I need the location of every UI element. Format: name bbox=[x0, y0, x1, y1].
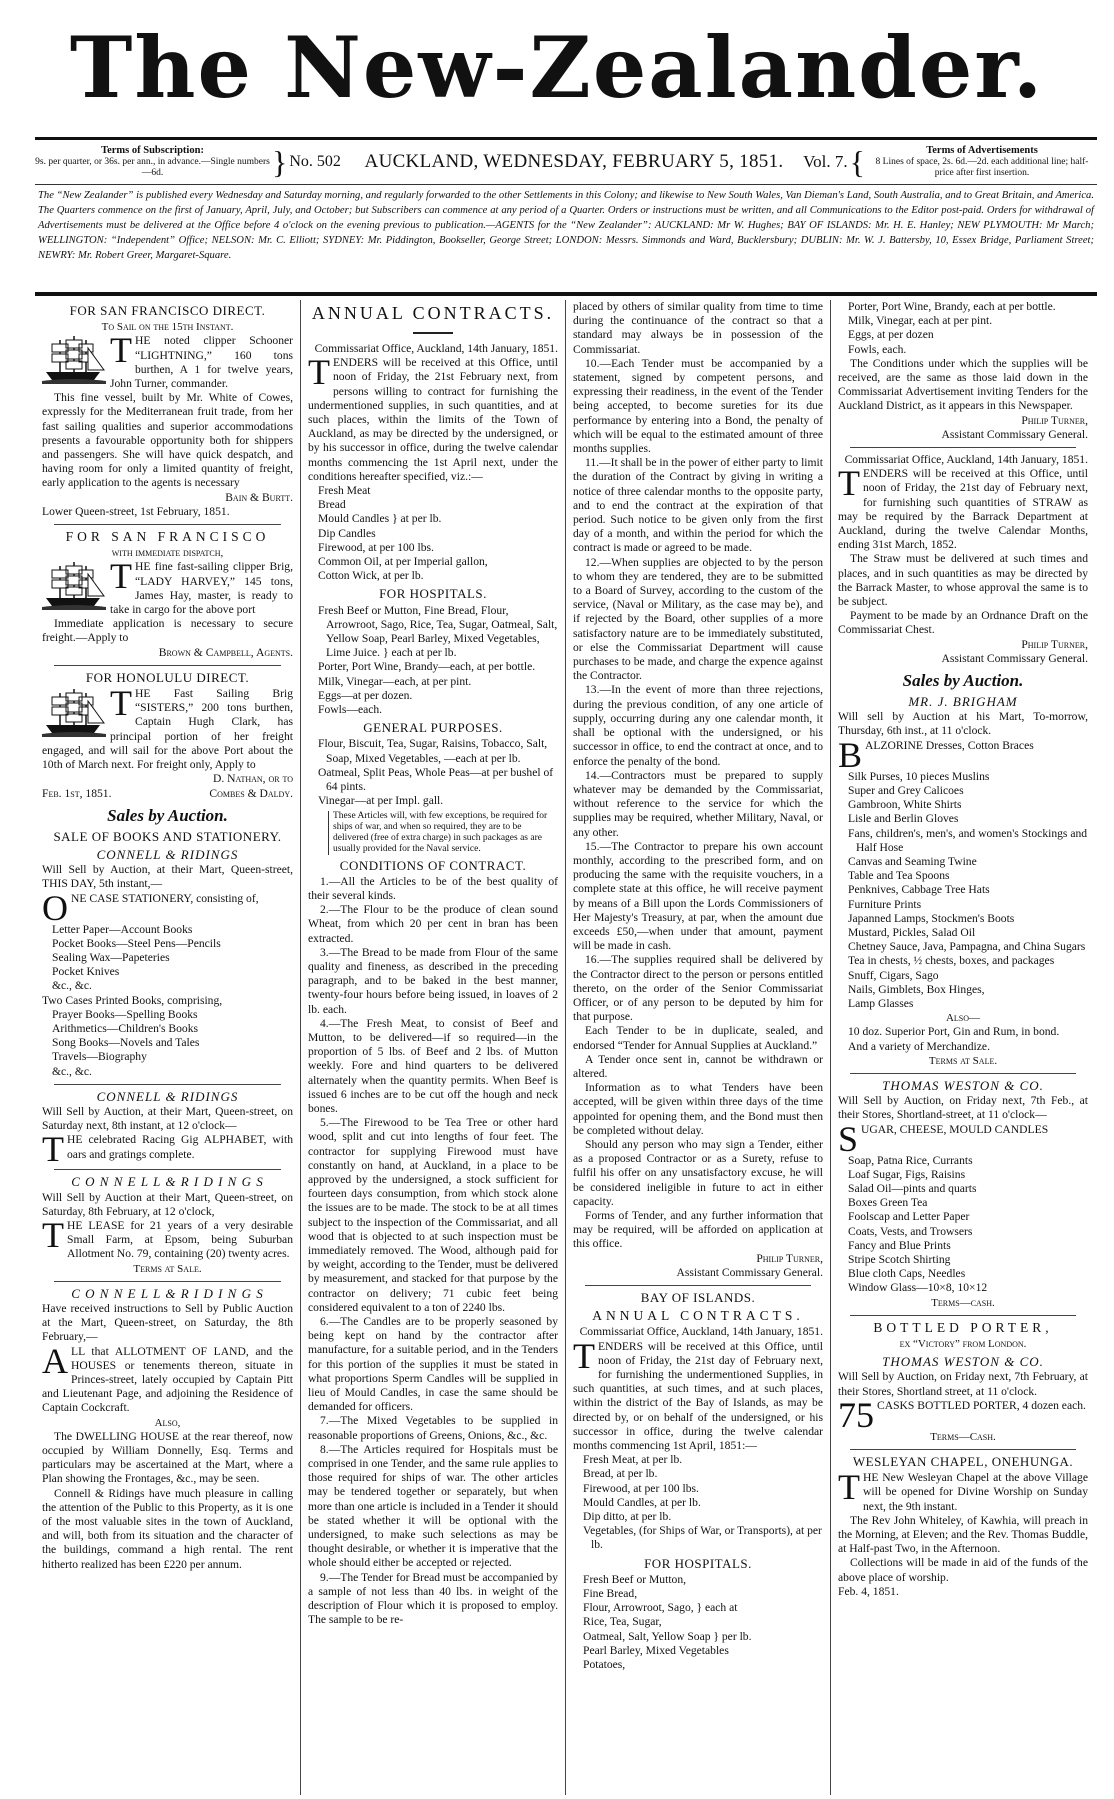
list-item: Cotton Wick, at per lb. bbox=[318, 569, 424, 583]
list-item: Flour, Biscuit, Tea, Sugar, Raisins, Tobacco, Salt, Soap, Mixed Vegetables, —each at per lb. bbox=[318, 737, 548, 765]
list-item: Vinegar—at per Impl. gall. bbox=[318, 794, 444, 808]
list-item: Salad Oil—pints and quarts bbox=[848, 1181, 977, 1195]
item-list bbox=[838, 1154, 1088, 1296]
drop-cap: T bbox=[308, 352, 330, 393]
paragraph: 11.—It shall be in the power of either party to limit the duration of the Contract by giving in writing a notice of three calendar months to the opposite party, and to end the contract at the expiration of that period. Such notice to be given only from the first day of a month, and within the period for which the contract is made or agreed to be made. bbox=[573, 456, 823, 555]
subheading: Terms—cash. bbox=[931, 1296, 995, 1309]
brace: } bbox=[272, 144, 288, 180]
section-heading: BAY OF ISLANDS. bbox=[640, 1290, 756, 1306]
list-item: Super and Grey Calicoes bbox=[848, 783, 964, 797]
shipping-advertisement bbox=[42, 683, 293, 772]
signature: Bain & Burtt. bbox=[225, 490, 293, 504]
paragraph: Will Sell by Auction, at their Mart, Queen-street, on Saturday next, 8th instant, at 12 o'clock— bbox=[42, 1104, 293, 1133]
paragraph: Two Cases Printed Books, comprising, bbox=[42, 993, 223, 1007]
paragraph-text: HE fine fast-sailing clipper Brig, “LADY HARVEY,” 145 tons, James Hay, master, is ready to take in cargo for the above port bbox=[110, 560, 293, 617]
subheading: To Sail on the 15th Instant. bbox=[101, 321, 234, 334]
date-text: Feb. 1st, 1851. bbox=[42, 786, 112, 800]
issue-info-bar bbox=[35, 142, 1097, 182]
list-item: Mustard, Pickles, Salad Oil bbox=[848, 925, 976, 939]
drop-cap-paragraph bbox=[838, 1118, 1088, 1159]
list-item: Fowls, each. bbox=[848, 342, 907, 356]
ship-woodcut-icon bbox=[42, 334, 106, 384]
list-item: Prayer Books—Spelling Books bbox=[52, 1007, 198, 1021]
section-heading: FOR HONOLULU DIRECT. bbox=[85, 669, 250, 685]
subheading: Also, bbox=[154, 1416, 181, 1429]
item-list bbox=[838, 1025, 1088, 1053]
item-list bbox=[308, 737, 558, 808]
subheading: Also— bbox=[945, 1012, 981, 1025]
subscription-text: 9s. per quarter, or 36s. per ann., in advance.—Single numbers—6d. bbox=[35, 157, 270, 179]
list-item: Fancy and Blue Prints bbox=[848, 1238, 951, 1252]
section-banner: Sales by Auction. bbox=[902, 671, 1024, 691]
dateline-text: Commissariat Office, Auckland, 14th January, 1851. bbox=[844, 453, 1088, 467]
dateline-text: Commissariat Office, Auckland, 14th January, 1851. bbox=[579, 1325, 823, 1339]
paragraph: The Conditions under which the supplies will be received, are the same as those laid down in the Commissariat Advertisement inviting Tenders for the Auckland District, as it appears in this Newspaper. bbox=[838, 356, 1088, 413]
divider bbox=[54, 1084, 281, 1085]
signature: D. Nathan, or to bbox=[213, 772, 293, 786]
paragraph: Will sell by Auction at his Mart, To-morrow, Thursday, 6th inst., at 11 o'clock. bbox=[838, 710, 1088, 738]
list-item: Flour, Arrowroot, Sago, } each at bbox=[583, 1601, 738, 1615]
paragraph: The DWELLING HOUSE at the rear thereof, now occupied by William Donnelly, Esq. Terms and particulars may be ascertained at the Mart, where a Plan showing the Frontages, &c., may be seen. bbox=[42, 1429, 293, 1486]
subscription-terms bbox=[35, 145, 270, 179]
column-2 bbox=[300, 300, 565, 1795]
list-item: Chetney Sauce, Java, Pampagna, and China Sugars bbox=[848, 940, 1086, 954]
list-item: Table and Tea Spoons bbox=[848, 869, 950, 883]
subheading: Terms—Cash. bbox=[930, 1430, 996, 1443]
list-item: Stripe Scotch Shirting bbox=[848, 1252, 951, 1266]
drop-cap: T bbox=[110, 683, 132, 724]
drop-cap-paragraph bbox=[42, 1214, 293, 1262]
list-item: Japanned Lamps, Stockmen's Boots bbox=[848, 911, 1015, 925]
list-item: Nails, Gimblets, Box Hinges, bbox=[848, 982, 985, 996]
column-4 bbox=[830, 300, 1095, 1795]
section-heading: CONDITIONS OF CONTRACT. bbox=[339, 857, 527, 873]
paragraph: 7.—The Mixed Vegetables to be supplied in reasonable proportions of Greens, Onions, &c., &c. bbox=[308, 1414, 558, 1442]
list-item: And a variety of Merchandize. bbox=[848, 1039, 990, 1053]
paragraph: This fine vessel, built by Mr. White of Cowes, expressly for the Mediterranean fruit trade, from her fast sailing qualities and superior accommodations presents a favourable opportunity both for shippers and passengers. She will have quick despatch, and having room for only a limited quantity of freight, early application to the agents is necessary bbox=[42, 391, 293, 490]
list-item: Eggs—at per dozen. bbox=[318, 688, 413, 702]
list-item: Bread bbox=[318, 498, 346, 512]
list-item: Foolscap and Letter Paper bbox=[848, 1210, 970, 1224]
list-item: Firewood, at per 100 lbs. bbox=[318, 540, 434, 554]
item-list bbox=[573, 1453, 823, 1552]
advertisements-title: Terms of Advertisements bbox=[926, 145, 1038, 157]
subheading: Terms at Sale. bbox=[928, 1054, 998, 1067]
list-item: Porter, Port Wine, Brandy, each at per bottle. bbox=[848, 300, 1056, 313]
list-item: Travels—Biography bbox=[52, 1050, 147, 1064]
section-heading: FOR SAN FRANCISCO DIRECT. bbox=[69, 303, 266, 318]
drop-cap-paragraph bbox=[573, 1335, 823, 1454]
list-item: Window Glass—10×8, 10×12 bbox=[848, 1281, 988, 1295]
signature: Philip Turner, bbox=[1021, 637, 1088, 651]
drop-cap-paragraph bbox=[308, 352, 558, 484]
section-heading: BOTTLED PORTER, bbox=[873, 1319, 1053, 1335]
paragraph: 4.—The Fresh Meat, to consist of Beef and Mutton, to be delivered—if so required—in the proportion of 5 lbs. of Beef and 2 lbs. of Mutton weekly. Fore and hind quarters to be delivered alternately when the quantity permits. When Beef is issued 6 inches are to be cut off the hough and neck bones. bbox=[308, 1016, 558, 1115]
paragraph: Forms of Tender, and any further information that may be required, will be afforded on application at this office. bbox=[573, 1209, 823, 1251]
auctioneer-name: C O N N E L L & R I D I N G S bbox=[71, 1285, 264, 1301]
masthead-title: The New-Zealander. bbox=[69, 18, 1045, 117]
main-heading: ANNUAL CONTRACTS. bbox=[311, 303, 555, 323]
paragraph: 1.—All the Articles to be of the best quality of their several kinds. bbox=[308, 874, 558, 902]
divider bbox=[585, 1285, 811, 1286]
dateline-text: Assistant Commissary General. bbox=[941, 427, 1088, 441]
list-item: Blue cloth Caps, Needles bbox=[848, 1267, 966, 1281]
list-item: Sealing Wax—Papeteries bbox=[52, 950, 170, 964]
paragraph-text: LL that ALLOTMENT OF LAND, and the HOUSES or tenements thereon, situate in Princes-street, lately occupied by Captain Pitt and Lieutenant Page, and adjoining the Residence of Captain Cockcraft. bbox=[42, 1344, 293, 1415]
divider bbox=[54, 524, 281, 525]
paragraph: 16.—The supplies required shall be delivered by the Contractor direct to the person or persons entitled thereto, on the order of the Senior Commissariat Officer, or of any person to be deputed by him for that purpose. bbox=[573, 953, 823, 1024]
short-divider bbox=[413, 332, 453, 334]
paragraph: 8.—The Articles required for Hospitals must be comprised in one Tender, and the same rule applies to those required for ships of war. The other articles may be tendered together or separately, but when more than one article is included in a Tender it should be stated whether it will be optional with the undersigned, to make such selections as may be thought desirable, or whether it is imperative that the whole should either be accepted or rejected. bbox=[308, 1442, 558, 1570]
list-item: Lisle and Berlin Gloves bbox=[848, 812, 959, 826]
paragraph: Will Sell by Auction, at their Mart, Queen-street, THIS DAY, 5th instant,— bbox=[42, 863, 293, 891]
drop-cap: T bbox=[838, 1467, 860, 1508]
section-heading: FOR SAN FRANCISCO bbox=[65, 529, 270, 545]
list-item: Milk, Vinegar, each at per pint. bbox=[848, 314, 993, 328]
divider bbox=[54, 1281, 281, 1282]
paragraph: 14.—Contractors must be prepared to supply whatever may be demanded by the Commissariat, without reference to the service for which the supplies may be required, whether Military, Naval, or any other. bbox=[573, 768, 823, 839]
list-item: Canvas and Seaming Twine bbox=[848, 854, 977, 868]
paragraph: 6.—The Candles are to be properly seasoned by being kept on hand by the contractor after manufacture, for a suitable period, and in the Tenders for this portion of the supplies it must be stated in what proportions Sperm Candles will be supplied in lieu of Mould Candles, in case the same should be demanded for officers. bbox=[308, 1315, 558, 1414]
dateline-text: Assistant Commissary General. bbox=[676, 1265, 823, 1279]
list-item: Snuff, Cigars, Sago bbox=[848, 968, 939, 982]
drop-cap: B bbox=[838, 734, 863, 775]
item-list bbox=[308, 604, 558, 718]
ship-woodcut-icon bbox=[42, 687, 106, 737]
list-item: Milk, Vinegar—each, at per pint. bbox=[318, 674, 472, 688]
signature: Philip Turner, bbox=[1021, 413, 1088, 427]
signature: Brown & Campbell, Agents. bbox=[158, 645, 293, 659]
divider bbox=[35, 184, 1097, 185]
drop-cap-paragraph bbox=[838, 463, 1088, 552]
subscription-title: Terms of Subscription: bbox=[101, 145, 204, 157]
drop-cap: T bbox=[838, 463, 860, 504]
list-item: Mould Candles, at per lb. bbox=[583, 1495, 701, 1509]
list-item: Boxes Green Tea bbox=[848, 1196, 928, 1210]
list-item: Rice, Tea, Sugar, bbox=[583, 1615, 662, 1629]
list-item: Fresh Meat bbox=[318, 484, 371, 498]
list-item: Silk Purses, 10 pieces Muslins bbox=[848, 769, 990, 783]
paragraph-text: ENDERS will be received at this Office, until noon of Friday, the 21st February next, from persons willing to contract for furnishing the undermentioned supplies, in such quantities, and at such places, within the limits of the Town of Auckland, as may be directed by the undersigned, or by his successor in office, during the twelve calendar months commencing the 1st April next, under the conditions hereafter specified, viz.:— bbox=[308, 356, 558, 483]
list-item: Loaf Sugar, Figs, Raisins bbox=[848, 1167, 966, 1181]
divider bbox=[850, 447, 1076, 448]
list-item: Lamp Glasses bbox=[848, 996, 914, 1010]
list-item: Dip Candles bbox=[318, 526, 376, 540]
shipping-advertisement bbox=[42, 330, 293, 391]
divider bbox=[54, 665, 281, 666]
newspaper-columns bbox=[35, 300, 1097, 1795]
signature: Philip Turner, bbox=[756, 1251, 823, 1265]
paragraph: Connell & Ridings have much pleasure in calling the attention of the Public to this Property, as it is one of the most valuable sites in the town of Auckland, and will, both from its situation and the character of the buildings, command a high rental. The rent hitherto realized has been £220 per annum. bbox=[42, 1486, 293, 1571]
section-heading: ANNUAL CONTRACTS. bbox=[592, 1308, 804, 1324]
paragraph: A Tender once sent in, cannot be withdrawn or altered. bbox=[573, 1052, 823, 1080]
list-item: Coats, Vests, and Trowsers bbox=[848, 1224, 973, 1238]
list-item: Firewood, at per 100 lbs. bbox=[583, 1481, 699, 1495]
paragraph: 9.—The Tender for Bread must be accompanied by a sample of not less than 40 lbs. in weight of the description of Flour which it is proposed to employ. The sample to be re- bbox=[308, 1570, 558, 1627]
publication-notice: The “New Zealander” is published every Wednesday and Saturday morning, and regularly forwarded to the other Settlements in this Colony; and likewise to New South Wales, Van Dieman's Land, South Australia, and to Great Britain, and America. The Quarters commence on the first of January, April, July, and October; but Subscribers can commence at any period of a Quarter. Orders or instructions must be written, and all Communications to the Editor post-paid. Orders for withdrawal of Advertisements must be delivered at the Office before 4 o'clock on the evening previous to publication.—AGENTS for the “New Zealander”: AUCKLAND: Mr W. Hughes; BAY OF ISLANDS: Mr. H. E. Hanley; NEW PLYMOUTH: Mr March; WELLINGTON: “Independent” Office; NELSON: Mr. C. Elliott; SYDNEY: Mr. Piddington, Bookseller, George Street; LONDON: Messrs. Simmonds and Ward, Bucklersbury; DUBLIN: Mr. W. J. Battersby, 10, Essex Bridge, Parliament Street; NEWRY: Mr. Robert Greer, Margaret-Square. bbox=[38, 190, 1094, 261]
list-item: Oatmeal, Split Peas, Whole Peas—at per bushel of 64 pints. bbox=[318, 765, 554, 794]
section-heading: GENERAL PURPOSES. bbox=[363, 720, 503, 736]
list-item: &c., &c. bbox=[52, 1064, 92, 1078]
drop-cap: 75 bbox=[838, 1394, 874, 1435]
subheading: with immediate dispatch, bbox=[111, 547, 224, 560]
list-item: Song Books—Novels and Tales bbox=[52, 1036, 200, 1050]
auctioneer-name: CONNELL & RIDINGS bbox=[96, 846, 239, 862]
paragraph: Collections will be made in aid of the funds of the above place of worship. bbox=[838, 1556, 1088, 1584]
divider bbox=[35, 137, 1097, 140]
drop-cap: T bbox=[110, 330, 132, 371]
list-item: Pocket Knives bbox=[52, 965, 120, 979]
brace: { bbox=[849, 144, 865, 180]
paragraph: 5.—The Firewood to be Tea Tree or other hard wood, split and cut into lengths of four feet. The contractor for supplying Firewood must have constantly on hand, at Auckland, in a place to be approved by the undersigned, a stock sufficient for fourteen days consumption, from which stock alone the issues are to be made. The stock to be at all times subject to the inspection of the Commissariat, and all wood that is objected to at such inspection must be immediately removed. The Wood, although paid for by weight, according to the Tender, must be delivered by measurement, and stacked for that purpose by the contractor on delivery; 71 cubic feet being considered equivalent to a ton of 2240 lbs. bbox=[308, 1116, 558, 1314]
list-item: Mould Candles } at per lb. bbox=[318, 512, 442, 526]
list-item: Pocket Books—Steel Pens—Pencils bbox=[52, 936, 221, 950]
paragraph: Will Sell by Auction, on Friday next, 7th Feb., at their Stores, Shortland-street, at 11 o'clock— bbox=[838, 1094, 1088, 1122]
divider bbox=[54, 1169, 281, 1170]
paragraph-text: ENDERS will be received at this Office, until noon of Friday, the 21st day of February next, for furnishing the undermentioned Supplies, in such quantities, at such times, and at such places, within the district of the Bay of Islands, as may be directed by, or on behalf of the undersigned, or his successor in office, during the twelve calendar months commencing 1st April, 1851:— bbox=[573, 1339, 823, 1453]
item-list bbox=[42, 923, 293, 994]
section-heading: FOR HOSPITALS. bbox=[379, 586, 487, 602]
drop-cap: T bbox=[110, 556, 132, 597]
list-item: Vegetables, (for Ships of War, or Transports), at per lb. bbox=[583, 1524, 822, 1552]
paragraph: Payment to be made by an Ordnance Draft on the Commissariat Chest. bbox=[838, 609, 1088, 637]
section-heading: WESLEYAN CHAPEL, ONEHUNGA. bbox=[852, 1454, 1074, 1470]
list-item: Fans, children's, men's, and women's Stockings and Half Hose bbox=[848, 826, 1088, 854]
item-list bbox=[838, 770, 1088, 1011]
list-item: Porter, Port Wine, Brandy—each, at per bottle. bbox=[318, 660, 536, 674]
paragraph: 12.—When supplies are objected to by the person to whom they are tendered, they are to be submitted to a Board of Survey, according to the custom of the service, (Naval or Military, as the case may be), and if rejected by the Board, other supplies of a more satisfactory nature are to be immediately substituted, or else the Commissariat Department will cause purchases to be made, and charge the expence against the Contractor. bbox=[573, 555, 823, 683]
paragraph-text: HE Fast Sailing Brig “SISTERS,” 200 tons burthen, Captain Hugh Clark, has principal portion of her freight engaged, and will sail for the above Port about the 10th of March next. For freight only, Apply to bbox=[42, 687, 293, 772]
drop-cap: T bbox=[42, 1214, 64, 1255]
divider bbox=[35, 292, 1097, 296]
dated-signature bbox=[42, 787, 293, 801]
column-1 bbox=[35, 300, 300, 1795]
drop-cap-paragraph bbox=[838, 1394, 1088, 1435]
paragraph: Each Tender to be in duplicate, sealed, and endorsed “Tender for Annual Supplies at Auckland.” bbox=[573, 1024, 823, 1052]
list-item: 10 doz. Superior Port, Gin and Rum, in bond. bbox=[848, 1025, 1060, 1039]
paragraph: Should any person who may sign a Tender, either as a proposed Contractor or as a Surety, refuse to fulfil his offer on any unsatisfactory excuse, he will be considered ineligible in future to act in either capacity. bbox=[573, 1137, 823, 1208]
list-item: Eggs, at per dozen bbox=[848, 328, 934, 342]
paragraph: The Straw must be delivered at such times and places, and in such quantities as may be directed by the Barrack Master, to whose approval the same is to be subject. bbox=[838, 552, 1088, 609]
paragraph: Have received instructions to Sell by Public Auction at the Mart, Queen-street, on Saturday, the 8th February,— bbox=[42, 1301, 293, 1344]
paragraph: placed by others of similar quality from time to time during the continuance of the contract so that a standard may always be in possession of the Commissariat. bbox=[573, 300, 823, 356]
dateline-text: Commissariat Office, Auckland, 14th January, 1851. bbox=[314, 342, 558, 355]
paragraph: Lower Queen-street, 1st February, 1851. bbox=[42, 504, 230, 518]
drop-cap: S bbox=[838, 1118, 859, 1159]
list-item: Common Oil, at per Imperial gallon, bbox=[318, 555, 488, 569]
paragraph-text: UGAR, CHEESE, MOULD CANDLES bbox=[861, 1122, 1049, 1136]
advertisement-terms bbox=[867, 145, 1097, 179]
auctioneer-name: THOMAS WESTON & CO. bbox=[882, 1077, 1044, 1093]
list-item: Pearl Barley, Mixed Vegetables bbox=[583, 1643, 729, 1657]
list-item: Fresh Beef or Mutton, Fine Bread, Flour, Arrowroot, Sago, Rice, Tea, Sugar, Oatmeal, Salt, Yellow Soap, Pearl Barley, Mixed Vegetables, Lime Juice. } each at per lb. bbox=[318, 603, 558, 660]
advertisements-text: 8 Lines of space, 2s. 6d.—2d. each additional line; half-price after first insertion. bbox=[875, 157, 1089, 179]
list-item: Gambroon, White Shirts bbox=[848, 798, 962, 812]
auctioneer-name: C O N N E L L & R I D I N G S bbox=[71, 1174, 264, 1190]
section-heading: FOR HOSPITALS. bbox=[644, 1555, 752, 1571]
item-list bbox=[573, 1573, 823, 1672]
dateline: AUCKLAND, WEDNESDAY, FEBRUARY 5, 1851. bbox=[364, 151, 784, 172]
list-item: Potatoes, bbox=[583, 1658, 626, 1672]
signature-text: Combes & Daldy. bbox=[209, 786, 293, 800]
paragraph: Will Sell by Auction, on Friday next, 7th February, at their Stores, Shortland street, at 11 o'clock. bbox=[838, 1370, 1088, 1398]
divider bbox=[850, 1449, 1076, 1450]
section-banner: Sales by Auction. bbox=[107, 805, 228, 825]
column-3 bbox=[565, 300, 830, 1795]
paragraph-text: CASKS BOTTLED PORTER, 4 dozen each. bbox=[877, 1398, 1086, 1412]
issue-number: No. 502 bbox=[289, 153, 341, 170]
volume: Vol. 7. bbox=[803, 152, 848, 171]
dateline-text: Assistant Commissary General. bbox=[941, 651, 1088, 665]
paragraph-text: NE CASE STATIONERY, consisting of, bbox=[71, 891, 259, 905]
shipping-advertisement bbox=[42, 556, 293, 617]
paragraph: 3.—The Bread to be made from Flour of the same quality and fineness, as described in the preceding paragraph, and to be baked in the best manner, twenty-four hours before being issued, in loaves of 2 lb. each. bbox=[308, 945, 558, 1016]
list-item: Fresh Beef or Mutton, bbox=[583, 1572, 687, 1586]
list-item: Furniture Prints bbox=[848, 897, 922, 911]
auctioneer-name: MR. J. BRIGHAM bbox=[908, 694, 1018, 710]
drop-cap-paragraph bbox=[42, 887, 293, 928]
paragraph: Will Sell by Auction at their Mart, Queen-street, on Saturday, 8th February, at 12 o'clock, bbox=[42, 1190, 293, 1218]
drop-cap: O bbox=[42, 887, 68, 928]
drop-cap-paragraph bbox=[42, 1129, 293, 1170]
drop-cap-paragraph bbox=[838, 1467, 1088, 1514]
drop-cap: T bbox=[42, 1129, 64, 1170]
list-item: Fresh Meat, at per lb. bbox=[583, 1453, 683, 1467]
list-item: Letter Paper—Account Books bbox=[52, 922, 193, 936]
paragraph-text: HE LEASE for 21 years of a very desirable Small Farm, at Epsom, being Suburban Allotment No. 79, containing (20) twenty acres. bbox=[67, 1218, 293, 1261]
subheading: Terms at Sale. bbox=[133, 1262, 202, 1275]
paragraph-text: HE noted clipper Schooner “LIGHTNING,” 160 tons burthen, A 1 for twelve years, John Turner, commander. bbox=[110, 334, 293, 391]
list-item: Penknives, Cabbage Tree Hats bbox=[848, 883, 990, 897]
paragraph-text: HE celebrated Racing Gig ALPHABET, with oars and gratings complete. bbox=[67, 1133, 293, 1161]
list-item: Fine Bread, bbox=[583, 1587, 638, 1601]
paragraph-text: ENDERS will be received at this Office, until noon of Friday, the 21st day of February next, for furnishing such quantities of STRAW as may be required by the Barrack Department at Auckland, during the twelve Calendar Months, ending 31st March, 1852. bbox=[838, 467, 1088, 552]
list-item: Dip ditto, at per lb. bbox=[583, 1510, 672, 1524]
paragraph: 10.—Each Tender must be accompanied by a statement, signed by competent persons, and expressing their readiness, in the event of the Tender being accepted, to become sureties for its due performance by entering into a Bond, the penalty of which will be equal to the estimated amount of three months supplies. bbox=[573, 356, 823, 456]
auctioneer-name: CONNELL & RIDINGS bbox=[96, 1088, 239, 1104]
list-item: Fowls—each. bbox=[318, 703, 383, 717]
paragraph: The Rev John Whiteley, of Kawhia, will preach in the Morning, at Eleven; and the Rev. Thomas Buddle, at Half-past Two, in the Afternoon. bbox=[838, 1513, 1088, 1556]
drop-cap-paragraph bbox=[838, 734, 1088, 775]
divider bbox=[850, 1073, 1076, 1074]
item-list bbox=[308, 484, 558, 583]
section-heading: SALE OF BOOKS AND STATIONERY. bbox=[53, 828, 282, 844]
item-list bbox=[42, 1008, 293, 1079]
drop-cap-paragraph bbox=[42, 1340, 293, 1416]
ship-woodcut-icon bbox=[42, 560, 106, 610]
paragraph: Feb. 4, 1851. bbox=[838, 1584, 899, 1598]
list-item: Tea in chests, ½ chests, boxes, and packages bbox=[848, 954, 1055, 968]
list-item: Soap, Patna Rice, Currants bbox=[848, 1153, 973, 1167]
paragraph: Immediate application is necessary to secure freight.—Apply to bbox=[42, 617, 293, 645]
list-item: &c., &c. bbox=[52, 979, 92, 993]
list-item: Bread, at per lb. bbox=[583, 1467, 658, 1481]
auctioneer-name: THOMAS WESTON & CO. bbox=[882, 1354, 1044, 1370]
list-item: Oatmeal, Salt, Yellow Soap } per lb. bbox=[583, 1629, 752, 1643]
paragraph: 2.—The Flour to be the produce of clean sound Wheat, from which 20 per cent in bran has been extracted. bbox=[308, 903, 558, 945]
paragraph-text: ALZORINE Dresses, Cotton Braces bbox=[865, 738, 1034, 752]
paragraph: 15.—The Contractor to prepare his own account monthly, according to the prescribed form, and on producing the same with the requisite vouchers, in a complete state at this office, he will receive payment by means of a Bill upon the Lords Commissioners of Her Majesty's Treasury, at par, when the amount due exceeds £50,—when under that amount, payment will be made in cash. bbox=[573, 839, 823, 953]
paragraph: Information as to what Tenders have been accepted, will be given within three days of the time appointed for opening them, and the Bond must then be completed without delay. bbox=[573, 1081, 823, 1137]
paragraph-text: HE New Wesleyan Chapel at the above Village will be opened for Divine Worship on Sunday next, the 9th instant. bbox=[863, 1471, 1088, 1513]
drop-cap: T bbox=[573, 1335, 595, 1376]
list-item: Arithmetics—Children's Books bbox=[52, 1021, 199, 1035]
side-note: These Articles will, with few exceptions, be required for ships of war, and when so required, they are to be delivered (free of extra charge) in such packages as are usually provided for the Naval service. bbox=[328, 811, 558, 855]
drop-cap: A bbox=[42, 1340, 68, 1381]
paragraph: 13.—In the event of more than three rejections, during the previous condition, of any one article of supply, occurring during any one calendar month, it shall be optional with the undersigned, or his successor in office, to end the contract at once, and to enforce the penalty of the bond. bbox=[573, 683, 823, 768]
divider bbox=[850, 1315, 1076, 1316]
item-list bbox=[838, 300, 1088, 357]
subheading: ex “Victory” from London. bbox=[899, 1338, 1027, 1350]
